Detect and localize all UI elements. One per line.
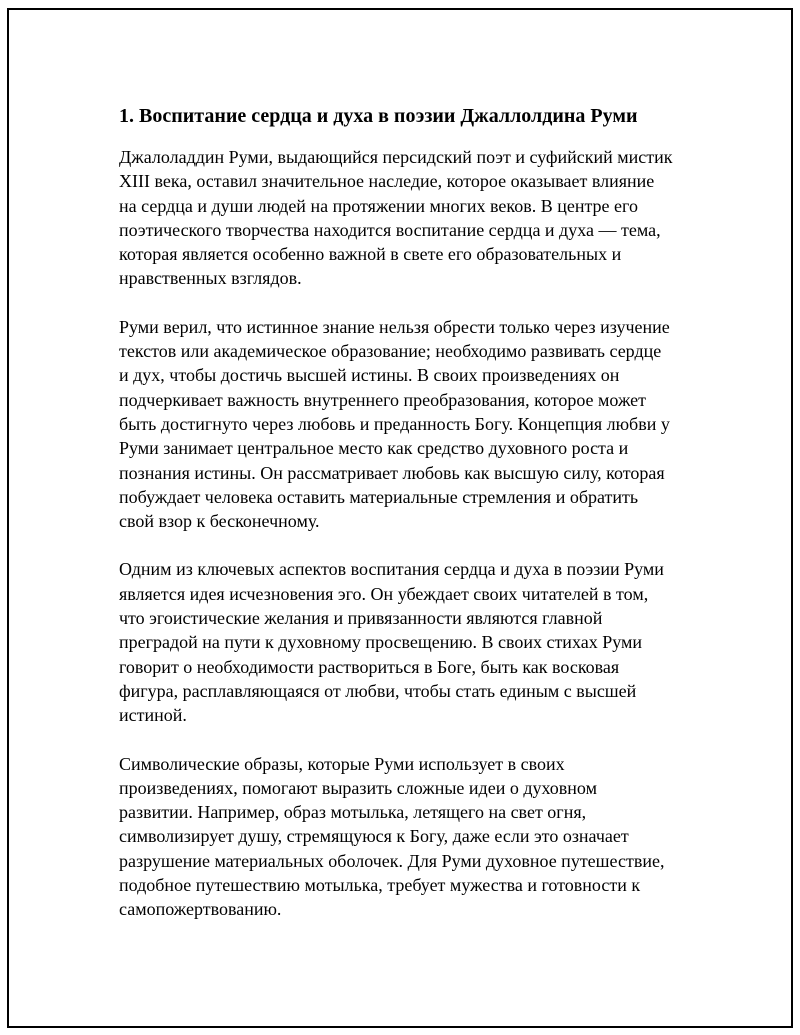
text-line: свой взор к бесконечному. xyxy=(119,511,320,532)
paragraph-3 xyxy=(119,557,709,727)
text-line: подчеркивает важность внутреннего преобразования, которое может xyxy=(119,389,647,410)
text-line: истиной. xyxy=(119,705,187,726)
text-line: быть достигнуто через любовь и преданность Богу. Концепция любви у xyxy=(119,413,670,434)
text-line: на сердца и души людей на протяжении многих веков. В центре его xyxy=(119,195,638,216)
text-line: подобное путешествию мотылька, требует мужества и готовности к xyxy=(119,875,641,896)
text-line: преградой на пути к духовному просвещению. В своих стихах Руми xyxy=(119,632,642,653)
text-line: поэтического творчества находится воспитание сердца и духа — тема, xyxy=(119,219,661,240)
text-line: побуждает человека оставить материальные стремления и обратить xyxy=(119,486,639,507)
document-page xyxy=(7,8,793,1028)
text-line: фигура, расплавляющаяся от любви, чтобы стать единым с высшей xyxy=(119,680,637,701)
paragraph-4 xyxy=(119,752,709,922)
text-line: разрушение материальных оболочек. Для Руми духовное путешествие, xyxy=(119,850,665,871)
text-line: символизирует душу, стремящуюся к Богу, даже если это означает xyxy=(119,826,629,847)
paragraph-1 xyxy=(119,145,709,291)
text-line: говорит о необходимости раствориться в Боге, быть как восковая xyxy=(119,656,620,677)
text-line: произведениях, помогают выразить сложные идеи о духовном xyxy=(119,777,597,798)
text-line: нравственных взглядов. xyxy=(119,268,302,289)
text-line: которая является особенно важной в свете его образовательных и xyxy=(119,244,622,265)
text-line: текстов или академическое образование; необходимо развивать сердце xyxy=(119,341,662,362)
paragraph-2 xyxy=(119,315,709,534)
text-line: познания истины. Он рассматривает любовь как высшую силу, которая xyxy=(119,462,665,483)
text-line: Руми верил, что истинное знание нельзя обрести только через изучение xyxy=(119,316,670,337)
text-line: что эгоистические желания и привязанности являются главной xyxy=(119,608,603,629)
text-line: и дух, чтобы достичь высшей истины. В своих произведениях он xyxy=(119,365,620,386)
text-line: самопожертвованию. xyxy=(119,899,282,920)
document-body xyxy=(119,102,709,946)
text-line: Джалоладдин Руми, выдающийся персидский поэт и суфийский мистик xyxy=(119,147,673,167)
section-title: 1. Воспитание сердца и духа в поэзии Джаллолдина Руми xyxy=(119,105,638,127)
text-line: Одним из ключевых аспектов воспитания сердца и духа в поэзии Руми xyxy=(119,559,664,580)
text-line: Руми занимает центральное место как средство духовного роста и xyxy=(119,438,629,459)
text-line: является идея исчезновения эго. Он убеждает своих читателей в том, xyxy=(119,583,649,604)
text-line: Символические образы, которые Руми использует в своих xyxy=(119,753,565,774)
text-line: развитии. Например, образ мотылька, летящего на свет огня, xyxy=(119,802,587,823)
text-line: XIII века, оставил значительное наследие, которое оказывает влияние xyxy=(119,171,655,192)
